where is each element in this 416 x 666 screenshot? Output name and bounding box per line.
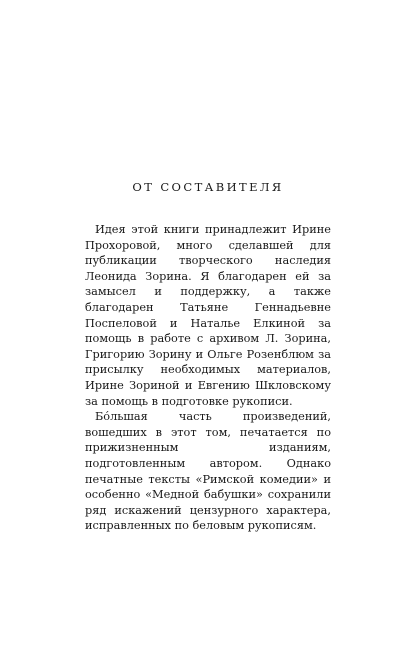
section-heading: ОТ СОСТАВИТЕЛЯ (132, 180, 284, 194)
paragraph-sources: Бо́льшая часть произведений, вошедших в этот том, печатается по прижизненным изданиям, подготовленным автором. Однако печатные тексты «Римской комедии» и особенно «Медной бабушки» сохранили ряд искажений цензурного характера, исправленных по беловым рукописям. (85, 410, 331, 533)
paragraph-acknowledgements: Идея этой книги принадлежит Ирине Прохоровой, много сделавшей для публикации творческого наследия Леонида Зорина. Я благодарен ей за замысел и поддержку, а также благодарен Татьяне Геннадьевне Поспеловой и Наталье Елкиной за помощь в работе с архивом Л. Зорина, Григорию Зорину и Ольге Розенблюм за присылку необходимых материалов, Ирине Зориной и Евгению Шкловскому за помощь в подготовке рукописи. (85, 223, 331, 408)
body-text (85, 222, 331, 534)
